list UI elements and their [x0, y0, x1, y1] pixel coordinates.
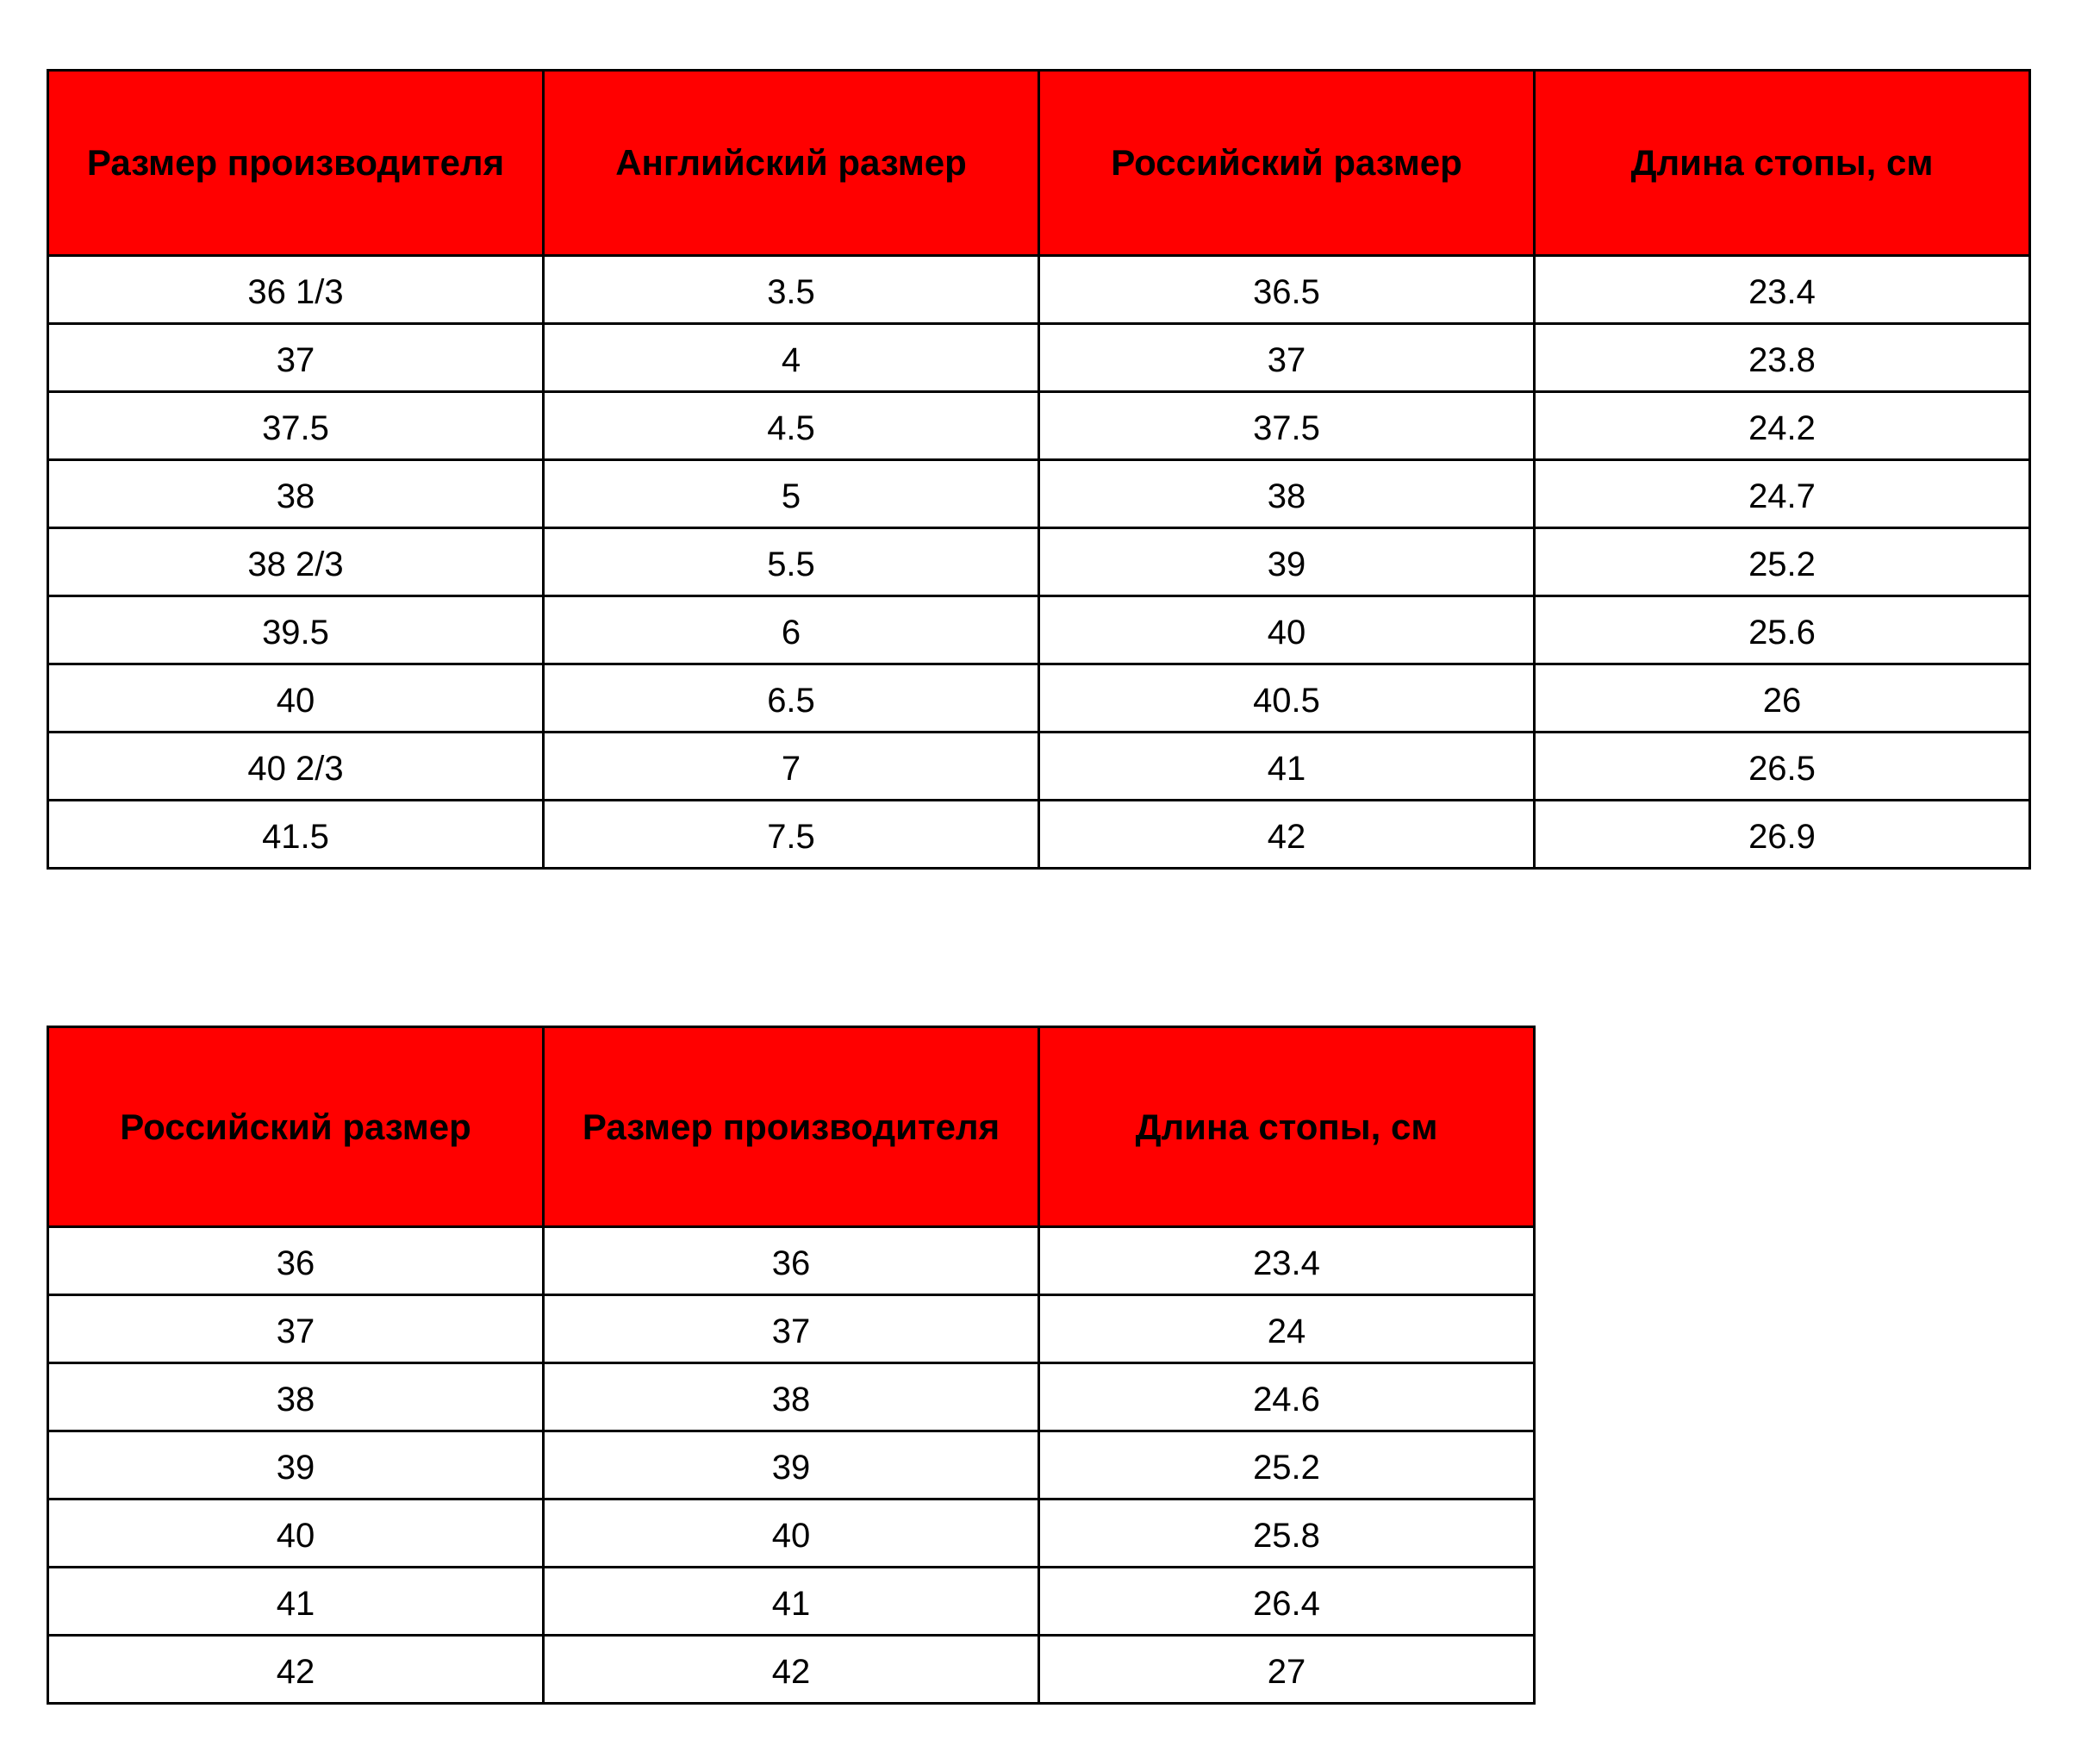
- table-cell: 40: [48, 664, 544, 733]
- table-cell: 37.5: [1039, 392, 1535, 460]
- table-row: [48, 392, 2030, 460]
- table-cell: 37: [48, 1295, 544, 1363]
- size-table-manufacturer: [47, 69, 2031, 870]
- table-cell: 25.2: [1535, 528, 2030, 596]
- table-row: [48, 1499, 1535, 1568]
- table-cell: 25.8: [1039, 1499, 1535, 1568]
- table-cell: 26.9: [1535, 801, 2030, 869]
- column-header-russian-size: Российский размер: [1039, 71, 1535, 256]
- table-cell: 38: [544, 1363, 1039, 1431]
- table-cell: 5: [544, 460, 1039, 528]
- table-cell: 3.5: [544, 256, 1039, 324]
- table-cell: 36.5: [1039, 256, 1535, 324]
- table-cell: 23.8: [1535, 324, 2030, 392]
- table-row: [48, 1431, 1535, 1499]
- table-cell: 24: [1039, 1295, 1535, 1363]
- table-cell: 37: [48, 324, 544, 392]
- table-cell: 40: [544, 1499, 1039, 1568]
- table-cell: 38 2/3: [48, 528, 544, 596]
- table-cell: 7.5: [544, 801, 1039, 869]
- table-cell: 24.6: [1039, 1363, 1535, 1431]
- column-header-russian-size: Российский размер: [48, 1027, 544, 1227]
- table-header-row: [48, 1027, 1535, 1227]
- table-row: [48, 801, 2030, 869]
- table-cell: 41: [1039, 733, 1535, 801]
- table-cell: 41: [48, 1568, 544, 1636]
- table-cell: 39: [544, 1431, 1039, 1499]
- table-cell: 42: [544, 1636, 1039, 1704]
- table-row: [48, 1363, 1535, 1431]
- table-row: [48, 460, 2030, 528]
- table-cell: 40: [1039, 596, 1535, 664]
- column-header-foot-length: Длина стопы, см: [1535, 71, 2030, 256]
- table-cell: 37: [544, 1295, 1039, 1363]
- table-row: [48, 596, 2030, 664]
- table-cell: 23.4: [1039, 1227, 1535, 1295]
- table-cell: 25.6: [1535, 596, 2030, 664]
- table-cell: 37: [1039, 324, 1535, 392]
- table-cell: 42: [48, 1636, 544, 1704]
- table-row: [48, 256, 2030, 324]
- table-cell: 38: [48, 460, 544, 528]
- table-row: [48, 528, 2030, 596]
- table-cell: 25.2: [1039, 1431, 1535, 1499]
- table-cell: 37.5: [48, 392, 544, 460]
- table-cell: 23.4: [1535, 256, 2030, 324]
- table-cell: 6.5: [544, 664, 1039, 733]
- table-cell: 40: [48, 1499, 544, 1568]
- table-cell: 38: [1039, 460, 1535, 528]
- table-cell: 4.5: [544, 392, 1039, 460]
- table-row: [48, 1295, 1535, 1363]
- table-cell: 6: [544, 596, 1039, 664]
- table-cell: 26.4: [1039, 1568, 1535, 1636]
- column-header-manufacturer-size: Размер производителя: [48, 71, 544, 256]
- table-cell: 24.7: [1535, 460, 2030, 528]
- table-row: [48, 733, 2030, 801]
- table-cell: 41: [544, 1568, 1039, 1636]
- table-cell: 39: [1039, 528, 1535, 596]
- table-row: [48, 1636, 1535, 1704]
- column-header-english-size: Английский размер: [544, 71, 1039, 256]
- table-cell: 7: [544, 733, 1039, 801]
- table-cell: 4: [544, 324, 1039, 392]
- table-cell: 27: [1039, 1636, 1535, 1704]
- table-cell: 39: [48, 1431, 544, 1499]
- table-row: [48, 1568, 1535, 1636]
- table-row: [48, 664, 2030, 733]
- column-header-foot-length: Длина стопы, см: [1039, 1027, 1535, 1227]
- table-cell: 40 2/3: [48, 733, 544, 801]
- table-cell: 5.5: [544, 528, 1039, 596]
- table-cell: 41.5: [48, 801, 544, 869]
- size-table-russian: [47, 1026, 1536, 1705]
- table-header-row: [48, 71, 2030, 256]
- table-cell: 36 1/3: [48, 256, 544, 324]
- table-cell: 24.2: [1535, 392, 2030, 460]
- table-cell: 26.5: [1535, 733, 2030, 801]
- table-cell: 42: [1039, 801, 1535, 869]
- table-cell: 38: [48, 1363, 544, 1431]
- table-cell: 39.5: [48, 596, 544, 664]
- table-cell: 26: [1535, 664, 2030, 733]
- table-cell: 36: [544, 1227, 1039, 1295]
- table-cell: 36: [48, 1227, 544, 1295]
- column-header-manufacturer-size: Размер производителя: [544, 1027, 1039, 1227]
- table-row: [48, 1227, 1535, 1295]
- table-row: [48, 324, 2030, 392]
- table-cell: 40.5: [1039, 664, 1535, 733]
